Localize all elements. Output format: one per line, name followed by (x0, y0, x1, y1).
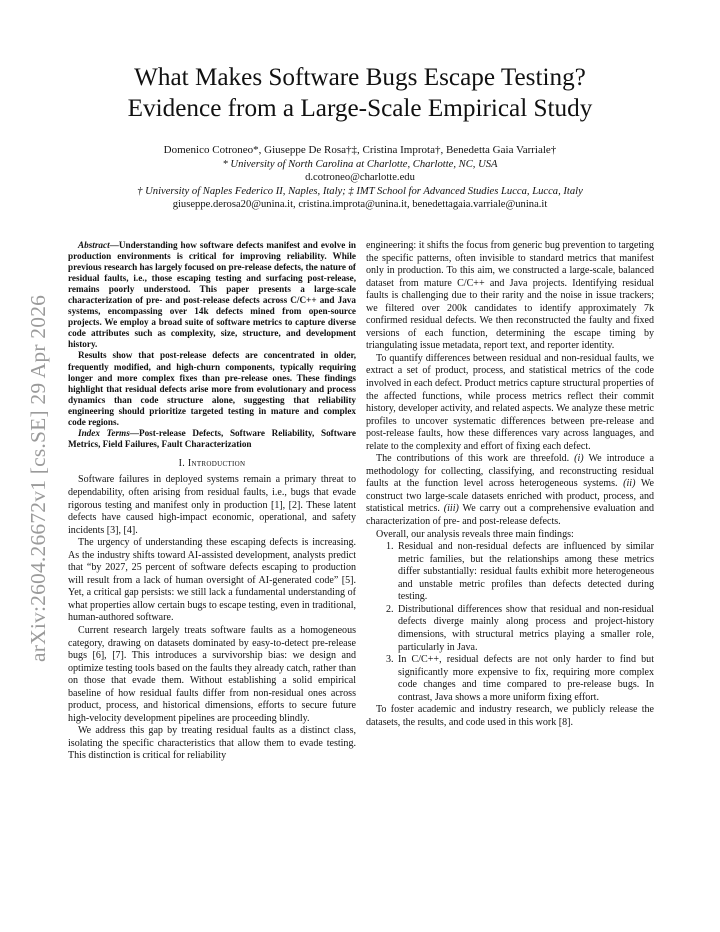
intro-paragraph-4-cont: engineering: it shifts the focus from generic bug prevention to targeting the specific patterns, often invisible to standard metrics that manifest only in production. To this aim, we constructed a large-scale, balanced dataset from mature C/C++ and Java projects. Identifying residual faults is challenging due to their rarity and the noise in issue trackers; we filtered over 200k candidates to identify approximately 7k confirmed residual defects. We then reconstructed the faulty and fixed versions of each function, determining the escape timing by triangulating issue metadata, report text, and reporter identity. (366, 240, 654, 352)
abstract-label: Abstract (78, 240, 110, 250)
abstract-paragraph (68, 240, 356, 350)
intro-paragraph-2: The urgency of understanding these escaping defects is increasing. As the industry shifts toward AI-assisted development, analysts predict that “by 2027, 25 percent of software defects escaping to production will result from a lack of human oversight of AI-generated code” [5]. Yet, a critical gap persists: we still lack a fundamental understanding of what properties allow certain bugs to escape testing, even in traditional, human-authored software. (68, 537, 356, 624)
index-terms-label: Index Terms (78, 427, 130, 438)
abstract-text: —Understanding how software defects manifest and evolve in production environments is critical for improving reliability. While previous research has largely focused on pre-release defects, the nature of residual faults, i.e., those escaping testing and surfacing post-release, remains poorly understood. This paper presents a large-scale characterization of pre- and post-release defects across C/C++ and Java systems, encompassing over 14k defects mined from open-source projects. We employ a broad suite of software metrics to capture diverse code attributes such as complexity, size, structure, and development history. (68, 240, 356, 350)
contribution-ii-label: (ii) (623, 478, 636, 490)
intro-paragraph-3: Current research largely treats software faults as a homogeneous category, drawing on datasets dominated by easy-to-detect pre-release bugs [6], [7]. This introduces a survivorship bias: we design and optimize testing tools based on the faults they already catch, rather than on those that evade them. Without establishing a solid empirical baseline of how residual faults differ from non-residual ones across product, process, and historical dimensions, efforts to secure future high-velocity development pipelines are proceeding blindly. (68, 625, 356, 724)
author-names: Domenico Cotroneo*, Giuseppe De Rosa†‡, Cristina Improta†, Benedetta Gaia Varriale† (163, 144, 557, 156)
index-terms-text: —Post-release Defects, Software Reliability, Software Metrics, Field Failures, Fault Characterization (68, 427, 356, 449)
finding-item: 1. Residual and non-residual defects are influenced by similar metric families, but the relationships among these metrics differ substantially: residual faults exhibit more heterogeneous and unstable metric profiles than defects detected during testing. (396, 541, 654, 604)
metrics-paragraph: To quantify differences between residual and non-residual faults, we extract a set of product, process, and statistical metrics of the code involved in each defect. Product metrics capture structural properties of the affected functions, while process metrics reflect their commit history, developer activity, and related aspects. We analyze these metric profiles to uncover systematic differences between pre-release and post-release faults, how these differences vary across languages, and relate to the complexity and effort of fixing each defect. (366, 352, 654, 452)
left-column (68, 240, 356, 763)
arxiv-identifier: arXiv:2604.26672v1 [cs.SE] 29 Apr 2026 (26, 294, 50, 662)
findings-intro: Overall, our analysis reveals three main findings: (376, 528, 574, 540)
paper-title (0, 62, 720, 124)
contributions-intro: The contributions of this work are threefold. (376, 453, 575, 465)
contribution-i: We introduce a methodology for collecting, classifying, and reconstructing residual faults at the function level across heterogeneous systems. (366, 453, 654, 490)
contribution-iii: We carry out a comprehensive evaluation and characterization of pre- and post-release defects. (366, 503, 654, 528)
index-terms (68, 428, 356, 450)
affiliation-2: † University of Naples Federico II, Naples, Italy; ‡ IMT School for Advanced Studies Lucca, Lucca, Italy (137, 185, 583, 197)
section-heading-introduction: I. Introduction (178, 457, 246, 469)
email-1: d.cotroneo@charlotte.edu (305, 172, 415, 184)
closing-paragraph: To foster academic and industry research, we publicly release the datasets, the results, and code used in this work [8]. (366, 704, 654, 728)
title-line-2: Evidence from a Large-Scale Empirical Study (127, 95, 593, 122)
intro-paragraph-4: We address this gap by treating residual faults as a distinct class, isolating the specific characteristics that allow them to evade testing. This distinction is critical for reliability (68, 725, 356, 762)
intro-paragraph-1: Software failures in deployed systems remain a primary threat to dependability, often arising from residual faults, i.e., bugs that evade rigorous testing and manifest only in production [1], [2]. These latent defects have caused high-impact economic, operational, and safety incidents [3], [4]. (68, 474, 356, 536)
right-column (366, 240, 654, 729)
contributions-paragraph (366, 453, 654, 528)
author-block (0, 144, 720, 212)
contribution-i-label: (i) (574, 453, 584, 465)
contribution-ii: We construct two large-scale datasets enriched with product, process, and statistical metrics. (366, 478, 654, 515)
email-2: giuseppe.derosa20@unina.it, cristina.improta@unina.it, benedettagaia.varriale@unina.it (172, 199, 548, 211)
finding-item: 2. Distributional differences show that residual and non-residual defects diverge mainly along process and project-history dimensions, with structural metrics playing a smaller role, particularly in Java. (396, 604, 654, 654)
findings-list (366, 541, 654, 704)
abstract-results: Results show that post-release defects are concentrated in older, frequently modified, and high-churn components, typically requiring longer and more complex fixes than pre-release ones. These findings highlight that residual defects arise more from evolutionary and process dynamics than code structure alone, suggesting that reliability engineering should prioritize targeted testing in mature and complex code regions. (68, 350, 356, 427)
finding-item: 3. In C/C++, residual defects are not only harder to find but significantly more expensive to fix, requiring more complex code changes and time compared to pre-release bugs. In contrast, Java shows a more uniform fixing effort. (396, 654, 654, 704)
affiliation-1: * University of North Carolina at Charlotte, Charlotte, NC, USA (222, 158, 498, 170)
contribution-iii-label: (iii) (443, 503, 459, 515)
title-line-1: What Makes Software Bugs Escape Testing? (134, 64, 586, 91)
